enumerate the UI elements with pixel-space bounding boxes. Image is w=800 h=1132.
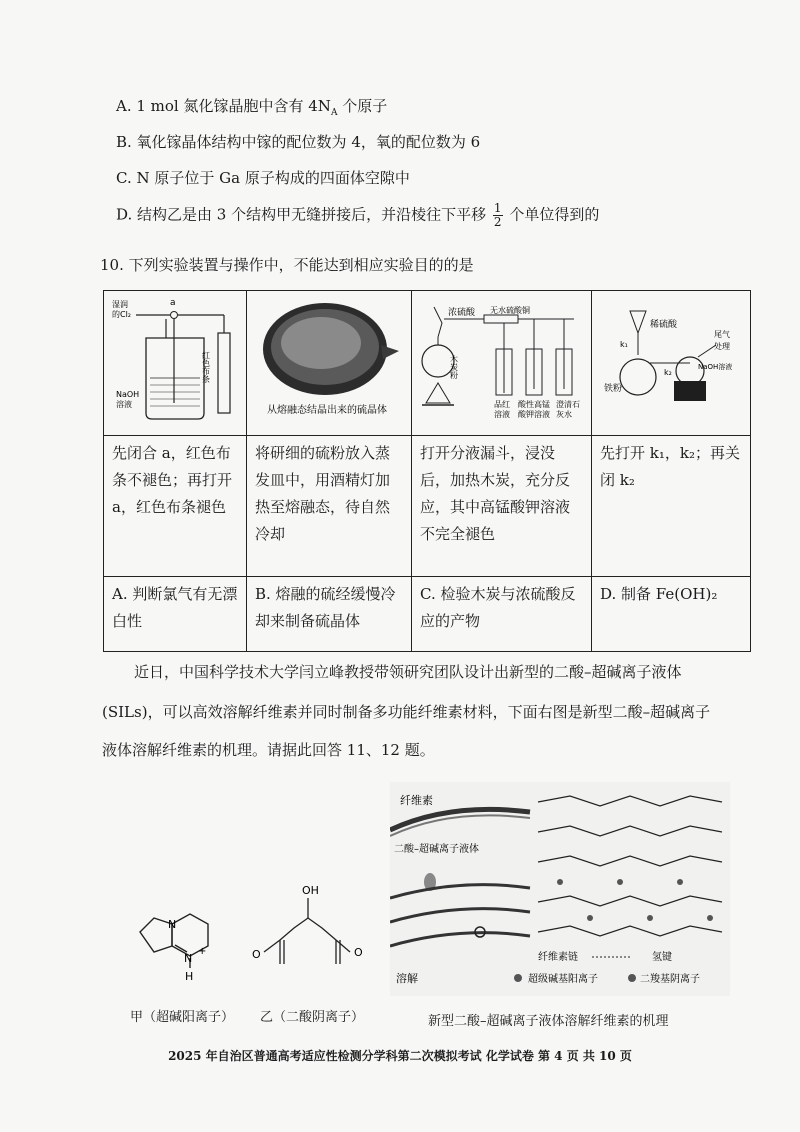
- question-10-title: 10. 下列实验装置与操作中，不能达到相应实验目的的是: [100, 256, 474, 274]
- mech-label-hbond: 氢键: [652, 952, 672, 963]
- label-charcoal: 木炭粉: [449, 355, 459, 379]
- label-kmno4: 酸性高锰: [518, 400, 550, 409]
- apparatus-a-diagram: [106, 293, 243, 424]
- option-a-tail: 个原子: [337, 97, 388, 115]
- cation-caption: 甲（超碱阳离子）: [130, 1010, 235, 1025]
- option-a-sub: A: [330, 108, 338, 118]
- fraction: [493, 202, 503, 229]
- label-naoh-solution: NaOH溶液: [698, 363, 733, 371]
- intro-line-2: (SILs)，可以高效溶解纤维素并同时制备多功能纤维素材料，下面右图是新型二酸–超碱离子: [102, 703, 711, 721]
- label-kmno4-sol: 酸钾溶液: [518, 410, 550, 419]
- mech-label-ionic-liquid: 二酸–超碱离子液体: [394, 844, 479, 855]
- operation-a: 先闭合 a，红色布条不褪色；再打开 a，红色布条褪色: [104, 436, 247, 577]
- mech-label-chain: 纤维素链: [538, 952, 578, 963]
- option-a: [116, 96, 387, 123]
- atom-oh: OH: [302, 884, 319, 897]
- fraction-num: 1: [493, 201, 502, 215]
- operation-c: 打开分液漏斗，浸没后，加热木炭，充分反应，其中高锰酸钾溶液不完全褪色: [412, 436, 592, 577]
- fraction-den: 2: [493, 215, 502, 229]
- operation-row: [104, 436, 751, 577]
- intro-line-1: 近日，中国科学技术大学闫立峰教授带领研究团队设计出新型的二酸–超碱离子液体: [134, 663, 682, 681]
- label-limewater: 澄清石: [556, 400, 580, 409]
- purpose-b: B. 熔融的硫经缓慢冷却来制备硫晶体: [247, 577, 412, 652]
- atom-nh: N: [184, 952, 193, 965]
- atom-o-right: O: [354, 946, 363, 959]
- figure-a-cell: [104, 291, 247, 436]
- purpose-a: A. 判断氯气有无漂白性: [104, 577, 247, 652]
- cation-structure: [128, 896, 238, 988]
- label-pinkred: 品红: [494, 400, 510, 409]
- label-tail-gas: 尾气: [714, 330, 730, 339]
- option-d-pre: D. 结构乙是由 3 个结构甲无缝拼接后，并沿棱往下平移: [116, 205, 487, 224]
- figure-b-cell: [247, 291, 412, 436]
- anion-structure: [250, 878, 370, 988]
- charge-plus: +: [198, 946, 207, 957]
- purpose-d: D. 制备 Fe(OH)₂: [592, 577, 751, 652]
- label-wet: 湿润: [112, 300, 128, 309]
- apparatus-d-diagram: [594, 293, 748, 424]
- label-iron-powder: 铁粉: [604, 384, 623, 394]
- label-sulfur-crystal: 从熔融态结晶出来的硫晶体: [267, 405, 387, 416]
- mechanism-diagram: [390, 782, 730, 996]
- label-red-cloth: 红色布条: [201, 351, 211, 383]
- label-a: a: [170, 298, 176, 308]
- label-k2: k₂: [664, 368, 672, 377]
- mech-label-dissolve: 溶解: [396, 972, 418, 985]
- evaporating-dish-photo: [249, 293, 409, 424]
- option-c: C. N 原子位于 Ga 原子构成的四面体空隙中: [116, 169, 410, 187]
- mech-label-cation: 超级碱基阳离子: [528, 974, 598, 985]
- label-dilute-h2so4: 稀硫酸: [650, 320, 678, 330]
- figure-c-cell: [412, 291, 592, 436]
- operation-d: 先打开 k₁，k₂；再关闭 k₂: [592, 436, 751, 577]
- label-cl2: 的Cl₂: [112, 310, 132, 319]
- option-d-post: 个单位得到的: [509, 205, 600, 224]
- atom-h: H: [185, 970, 194, 983]
- figure-d-cell: [592, 291, 751, 436]
- anion-caption: 乙（二酸阴离子）: [260, 1010, 365, 1025]
- purpose-row: [104, 577, 751, 652]
- operation-b: 将研细的硫粉放入蒸发皿中，用酒精灯加热至熔融态，待自然冷却: [247, 436, 412, 577]
- atom-o-left: O: [252, 948, 261, 961]
- mech-label-anion: 二羧基阴离子: [640, 974, 700, 985]
- purpose-c: C. 检验木炭与浓硫酸反应的产物: [412, 577, 592, 652]
- label-pinkred-sol: 溶液: [494, 410, 510, 419]
- label-limewater-b: 灰水: [556, 410, 572, 419]
- atom-n: N: [168, 918, 177, 931]
- option-a-text: A. 1 mol 氮化镓晶胞中含有 4N: [116, 97, 331, 115]
- label-k1: k₁: [620, 340, 628, 349]
- mechanism-caption: 新型二酸–超碱离子液体溶解纤维素的机理: [428, 1014, 669, 1029]
- mech-label-cellulose: 纤维素: [400, 794, 433, 807]
- apparatus-c-diagram: [414, 293, 589, 424]
- option-b: B. 氧化镓晶体结构中镓的配位数为 4，氧的配位数为 6: [116, 133, 481, 151]
- label-solution: 溶液: [116, 400, 132, 409]
- figure-row: [104, 291, 751, 436]
- experiment-table: [103, 290, 751, 652]
- intro-line-3: 液体溶解纤维素的机理。请据此回答 11、12 题。: [102, 741, 435, 759]
- option-d: [116, 202, 599, 229]
- label-treatment: 处理: [714, 342, 730, 351]
- page-footer: 2025 年自治区普通高考适应性检测分学科第二次模拟考试 化学试卷 第 4 页 共 10 页: [168, 1049, 632, 1063]
- label-cuso4: 无水硫酸铜: [490, 306, 530, 315]
- label-naoh: NaOH: [116, 390, 140, 399]
- label-conc-h2so4: 浓硫酸: [448, 308, 476, 318]
